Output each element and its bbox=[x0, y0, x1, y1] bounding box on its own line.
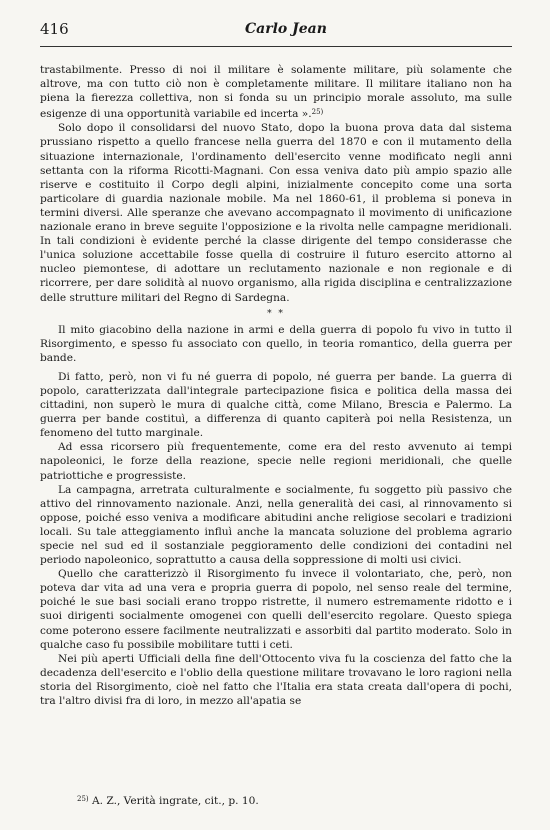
section-separator: * * bbox=[267, 308, 285, 319]
paragraph-4: Di fatto, però, non vi fu né guerra di popolo, né guerra per bande. La guerra di popolo, caratterizzata dall'integrale partecipazione fisica e politica della massa dei cittadini, non superò le mura di qualche città, come Milano, Brescia e Palermo. La guerra per bande costituì, a differenza di quanto capiterà poi nella Resistenza, un fenomeno del tutto marginale. bbox=[40, 370, 512, 440]
footnote-text: A. Z., Verità ingrate, cit., p. 10. bbox=[92, 795, 259, 807]
header-rule bbox=[40, 46, 512, 47]
paragraph-8: Nei più aperti Ufficiali della fine dell'Ottocento viva fu la coscienza del fatto che la decadenza dell'esercito e l'oblio della questione militare trovavano le loro ragioni nella storia del Risorgimento, cioè nel fatto che l'Italia era stata creata dall'opera di pochi, tra l'altro divisi fra di loro, in mezzo all'apatia se bbox=[40, 652, 512, 708]
footnote bbox=[77, 795, 259, 807]
page-header bbox=[40, 20, 512, 44]
footnote-reference: 25) bbox=[311, 108, 324, 117]
paragraph-7: Quello che caratterizzò il Risorgimento fu invece il volontariato, che, però, non poteva dar vita ad una vera e propria guerra di popolo, nel senso reale del termine, poiché le sue basi sociali erano troppo ristrette, il numero estremamente ridotto e i suoi dirigenti socialmente omogenei con quelli dell'esercito regolare. Questo spiega come poterono essere facilmente neutralizzati e assorbiti dal partito moderato. Solo in qualche caso fu possibile mobilitare tutti i ceti. bbox=[40, 568, 512, 651]
body-text bbox=[40, 63, 512, 708]
page-number: 416 bbox=[40, 20, 69, 38]
running-head: Carlo Jean bbox=[245, 21, 327, 37]
paragraph-1: trastabilmente. Presso di noi il militare è solamente militare, più solamente che altrove, ma con tutto ciò non è completamente militare. Il militare italiano non ha piena la fierezza collettiva, non si fonda su un principio morale assoluto, ma sulle esigenze di una opportunità variabile ed incerta ».$^{25)}$ bbox=[40, 64, 512, 121]
footnote-marker: 25) bbox=[77, 795, 89, 803]
paragraph-2: Solo dopo il consolidarsi del nuovo Stato, dopo la buona prova data dal sistema prussiano rispetto a quello francese nella guerra del 1870 e con il mutamento della situazione internazionale, l'ordinamento dell'esercito venne modificato negli anni settanta con la riforma Ricotti-Magnani. Con essa veniva dato più ampio spazio alle riserve e costituito il Corpo degli alpini, inizialmente concepito come una sorta particolare di guardia nazionale mobile. Ma nel 1860-61, il problema si poneva in termini diversi. Alle speranze che avevano accompagnato il movimento di unificazione nazionale erano in breve seguite l'opposizione e la rivolta nelle campagne meridionali. In tali condizioni è evidente perché la classe dirigente del tempo considerasse che l'unica soluzione accettabile fosse quella di costruire il futuro esercito attorno al nucleo piemontese, di adottare un reclutamento nazionale e non regionale e di ricorrere, per dare solidità al nuovo organismo, alla rigida disciplina e centralizzazione delle strutture militari del Regno di Sardegna. bbox=[40, 122, 512, 304]
paragraph-5: Ad essa ricorsero più frequentemente, come era del resto avvenuto ai tempi napoleonici, le forze della reazione, specie nelle regioni meridionali, che quelle patriottiche e progressiste. bbox=[40, 441, 512, 482]
paragraph-6: La campagna, arretrata culturalmente e socialmente, fu soggetto più passivo che attivo del rinnovamento nazionale. Anzi, nella generalità dei casi, al rinnovamento si oppose, poiché esso veniva a modificare abitudini anche religiose secolari e tradizioni locali. Su tale atteggiamento influì anche la mancata soluzione del problema agrario specie nel sud ed il sostanziale peggioramento delle condizioni dei contadini nel periodo napoleonico, soprattutto a causa della soppressione di molti usi civici. bbox=[40, 483, 512, 567]
paragraph-3: Il mito giacobino della nazione in armi e della guerra di popolo fu vivo in tutto il Risorgimento, e spesso fu associato con quello, in teoria romantico, della guerra per bande. bbox=[40, 323, 512, 364]
